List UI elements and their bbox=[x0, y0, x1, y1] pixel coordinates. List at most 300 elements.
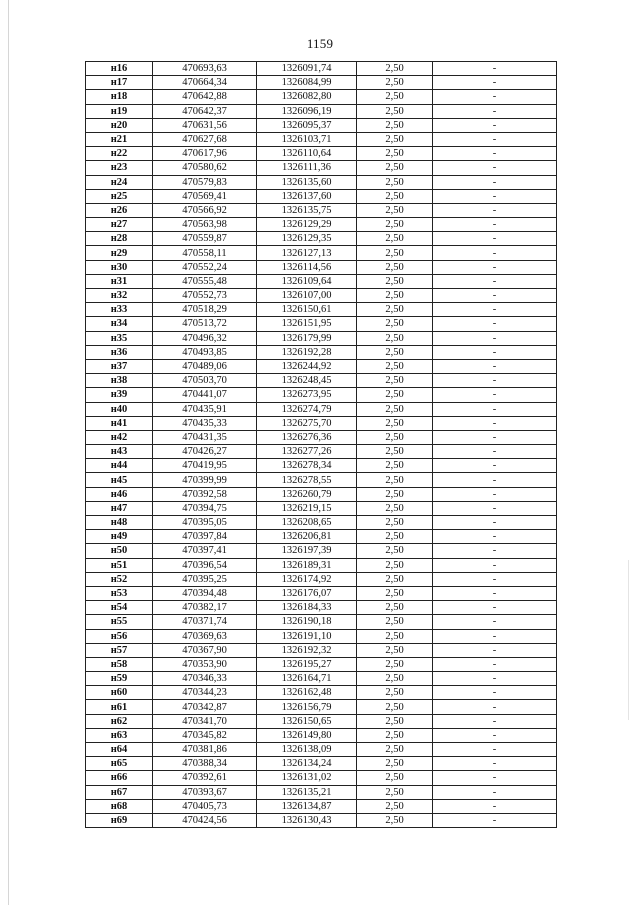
point-id-cell: н54 bbox=[86, 601, 153, 615]
x-coordinate-cell: 470631,56 bbox=[153, 118, 257, 132]
x-coordinate-cell: 470435,91 bbox=[153, 402, 257, 416]
point-id-cell: н47 bbox=[86, 501, 153, 515]
error-value-cell: 2,50 bbox=[357, 62, 433, 76]
error-value-cell: 2,50 bbox=[357, 359, 433, 373]
table-row bbox=[86, 118, 557, 132]
description-cell: - bbox=[433, 260, 557, 274]
description-cell: - bbox=[433, 657, 557, 671]
error-value-cell: 2,50 bbox=[357, 90, 433, 104]
x-coordinate-cell: 470382,17 bbox=[153, 601, 257, 615]
table-row bbox=[86, 402, 557, 416]
point-id-cell: н50 bbox=[86, 544, 153, 558]
y-coordinate-cell: 1326184,33 bbox=[257, 601, 357, 615]
y-coordinate-cell: 1326189,31 bbox=[257, 558, 357, 572]
x-coordinate-cell: 470394,48 bbox=[153, 586, 257, 600]
y-coordinate-cell: 1326137,60 bbox=[257, 189, 357, 203]
y-coordinate-cell: 1326091,74 bbox=[257, 62, 357, 76]
table-row bbox=[86, 317, 557, 331]
error-value-cell: 2,50 bbox=[357, 218, 433, 232]
x-coordinate-cell: 470397,84 bbox=[153, 530, 257, 544]
error-value-cell: 2,50 bbox=[357, 132, 433, 146]
table-row bbox=[86, 629, 557, 643]
table-row bbox=[86, 203, 557, 217]
table-row bbox=[86, 771, 557, 785]
table-row bbox=[86, 374, 557, 388]
x-coordinate-cell: 470346,33 bbox=[153, 672, 257, 686]
y-coordinate-cell: 1326248,45 bbox=[257, 374, 357, 388]
error-value-cell: 2,50 bbox=[357, 76, 433, 90]
x-coordinate-cell: 470396,54 bbox=[153, 558, 257, 572]
x-coordinate-cell: 470664,34 bbox=[153, 76, 257, 90]
point-id-cell: н40 bbox=[86, 402, 153, 416]
point-id-cell: н37 bbox=[86, 359, 153, 373]
x-coordinate-cell: 470579,83 bbox=[153, 175, 257, 189]
x-coordinate-cell: 470344,23 bbox=[153, 686, 257, 700]
x-coordinate-cell: 470431,35 bbox=[153, 430, 257, 444]
point-id-cell: н45 bbox=[86, 473, 153, 487]
table-row bbox=[86, 615, 557, 629]
y-coordinate-cell: 1326103,71 bbox=[257, 132, 357, 146]
table-row bbox=[86, 274, 557, 288]
y-coordinate-cell: 1326082,80 bbox=[257, 90, 357, 104]
description-cell: - bbox=[433, 303, 557, 317]
point-id-cell: н24 bbox=[86, 175, 153, 189]
y-coordinate-cell: 1326164,71 bbox=[257, 672, 357, 686]
description-cell: - bbox=[433, 388, 557, 402]
x-coordinate-cell: 470518,29 bbox=[153, 303, 257, 317]
y-coordinate-cell: 1326107,00 bbox=[257, 289, 357, 303]
table-row bbox=[86, 487, 557, 501]
description-cell: - bbox=[433, 147, 557, 161]
y-coordinate-cell: 1326129,35 bbox=[257, 232, 357, 246]
error-value-cell: 2,50 bbox=[357, 743, 433, 757]
x-coordinate-cell: 470395,05 bbox=[153, 516, 257, 530]
error-value-cell: 2,50 bbox=[357, 601, 433, 615]
x-coordinate-cell: 470367,90 bbox=[153, 643, 257, 657]
y-coordinate-cell: 1326176,07 bbox=[257, 586, 357, 600]
table-row bbox=[86, 572, 557, 586]
y-coordinate-cell: 1326195,27 bbox=[257, 657, 357, 671]
y-coordinate-cell: 1326114,56 bbox=[257, 260, 357, 274]
error-value-cell: 2,50 bbox=[357, 232, 433, 246]
table-row bbox=[86, 289, 557, 303]
point-id-cell: н33 bbox=[86, 303, 153, 317]
coordinates-table bbox=[85, 61, 557, 828]
point-id-cell: н55 bbox=[86, 615, 153, 629]
table-row bbox=[86, 757, 557, 771]
description-cell: - bbox=[433, 757, 557, 771]
x-coordinate-cell: 470493,85 bbox=[153, 345, 257, 359]
description-cell: - bbox=[433, 246, 557, 260]
table-row bbox=[86, 785, 557, 799]
table-row bbox=[86, 416, 557, 430]
table-row bbox=[86, 76, 557, 90]
description-cell: - bbox=[433, 416, 557, 430]
table-row bbox=[86, 161, 557, 175]
error-value-cell: 2,50 bbox=[357, 813, 433, 827]
point-id-cell: н69 bbox=[86, 813, 153, 827]
y-coordinate-cell: 1326179,99 bbox=[257, 331, 357, 345]
x-coordinate-cell: 470617,96 bbox=[153, 147, 257, 161]
point-id-cell: н31 bbox=[86, 274, 153, 288]
error-value-cell: 2,50 bbox=[357, 374, 433, 388]
description-cell: - bbox=[433, 615, 557, 629]
error-value-cell: 2,50 bbox=[357, 189, 433, 203]
error-value-cell: 2,50 bbox=[357, 728, 433, 742]
table-row bbox=[86, 799, 557, 813]
x-coordinate-cell: 470563,98 bbox=[153, 218, 257, 232]
table-row bbox=[86, 303, 557, 317]
y-coordinate-cell: 1326134,24 bbox=[257, 757, 357, 771]
error-value-cell: 2,50 bbox=[357, 303, 433, 317]
description-cell: - bbox=[433, 132, 557, 146]
point-id-cell: н23 bbox=[86, 161, 153, 175]
table-row bbox=[86, 728, 557, 742]
description-cell: - bbox=[433, 501, 557, 515]
description-cell: - bbox=[433, 359, 557, 373]
point-id-cell: н42 bbox=[86, 430, 153, 444]
point-id-cell: н58 bbox=[86, 657, 153, 671]
error-value-cell: 2,50 bbox=[357, 672, 433, 686]
error-value-cell: 2,50 bbox=[357, 161, 433, 175]
y-coordinate-cell: 1326127,13 bbox=[257, 246, 357, 260]
point-id-cell: н34 bbox=[86, 317, 153, 331]
x-coordinate-cell: 470393,67 bbox=[153, 785, 257, 799]
error-value-cell: 2,50 bbox=[357, 544, 433, 558]
y-coordinate-cell: 1326129,29 bbox=[257, 218, 357, 232]
x-coordinate-cell: 470627,68 bbox=[153, 132, 257, 146]
y-coordinate-cell: 1326174,92 bbox=[257, 572, 357, 586]
description-cell: - bbox=[433, 516, 557, 530]
error-value-cell: 2,50 bbox=[357, 416, 433, 430]
y-coordinate-cell: 1326208,65 bbox=[257, 516, 357, 530]
description-cell: - bbox=[433, 601, 557, 615]
description-cell: - bbox=[433, 459, 557, 473]
x-coordinate-cell: 470558,11 bbox=[153, 246, 257, 260]
y-coordinate-cell: 1326206,81 bbox=[257, 530, 357, 544]
x-coordinate-cell: 470371,74 bbox=[153, 615, 257, 629]
x-coordinate-cell: 470388,34 bbox=[153, 757, 257, 771]
point-id-cell: н59 bbox=[86, 672, 153, 686]
y-coordinate-cell: 1326278,34 bbox=[257, 459, 357, 473]
y-coordinate-cell: 1326278,55 bbox=[257, 473, 357, 487]
description-cell: - bbox=[433, 374, 557, 388]
error-value-cell: 2,50 bbox=[357, 757, 433, 771]
description-cell: - bbox=[433, 714, 557, 728]
y-coordinate-cell: 1326110,64 bbox=[257, 147, 357, 161]
error-value-cell: 2,50 bbox=[357, 345, 433, 359]
table-row bbox=[86, 714, 557, 728]
y-coordinate-cell: 1326131,02 bbox=[257, 771, 357, 785]
error-value-cell: 2,50 bbox=[357, 487, 433, 501]
table-row bbox=[86, 331, 557, 345]
point-id-cell: н41 bbox=[86, 416, 153, 430]
error-value-cell: 2,50 bbox=[357, 260, 433, 274]
point-id-cell: н28 bbox=[86, 232, 153, 246]
description-cell: - bbox=[433, 331, 557, 345]
table-row bbox=[86, 246, 557, 260]
x-coordinate-cell: 470424,56 bbox=[153, 813, 257, 827]
table-row bbox=[86, 743, 557, 757]
point-id-cell: н30 bbox=[86, 260, 153, 274]
description-cell: - bbox=[433, 345, 557, 359]
y-coordinate-cell: 1326244,92 bbox=[257, 359, 357, 373]
description-cell: - bbox=[433, 558, 557, 572]
error-value-cell: 2,50 bbox=[357, 700, 433, 714]
description-cell: - bbox=[433, 771, 557, 785]
point-id-cell: н25 bbox=[86, 189, 153, 203]
y-coordinate-cell: 1326150,61 bbox=[257, 303, 357, 317]
y-coordinate-cell: 1326150,65 bbox=[257, 714, 357, 728]
x-coordinate-cell: 470441,07 bbox=[153, 388, 257, 402]
table-row bbox=[86, 359, 557, 373]
description-cell: - bbox=[433, 317, 557, 331]
x-coordinate-cell: 470496,32 bbox=[153, 331, 257, 345]
point-id-cell: н61 bbox=[86, 700, 153, 714]
table-row bbox=[86, 813, 557, 827]
error-value-cell: 2,50 bbox=[357, 388, 433, 402]
x-coordinate-cell: 470555,48 bbox=[153, 274, 257, 288]
error-value-cell: 2,50 bbox=[357, 629, 433, 643]
description-cell: - bbox=[433, 672, 557, 686]
point-id-cell: н27 bbox=[86, 218, 153, 232]
x-coordinate-cell: 470642,37 bbox=[153, 104, 257, 118]
description-cell: - bbox=[433, 90, 557, 104]
point-id-cell: н63 bbox=[86, 728, 153, 742]
y-coordinate-cell: 1326191,10 bbox=[257, 629, 357, 643]
description-cell: - bbox=[433, 203, 557, 217]
x-coordinate-cell: 470552,24 bbox=[153, 260, 257, 274]
point-id-cell: н65 bbox=[86, 757, 153, 771]
description-cell: - bbox=[433, 686, 557, 700]
error-value-cell: 2,50 bbox=[357, 785, 433, 799]
description-cell: - bbox=[433, 799, 557, 813]
x-coordinate-cell: 470693,63 bbox=[153, 62, 257, 76]
error-value-cell: 2,50 bbox=[357, 175, 433, 189]
page-edge-line bbox=[8, 0, 9, 905]
point-id-cell: н66 bbox=[86, 771, 153, 785]
table-row bbox=[86, 388, 557, 402]
y-coordinate-cell: 1326219,15 bbox=[257, 501, 357, 515]
table-row bbox=[86, 218, 557, 232]
description-cell: - bbox=[433, 402, 557, 416]
point-id-cell: н56 bbox=[86, 629, 153, 643]
y-coordinate-cell: 1326149,80 bbox=[257, 728, 357, 742]
x-coordinate-cell: 470559,87 bbox=[153, 232, 257, 246]
error-value-cell: 2,50 bbox=[357, 331, 433, 345]
y-coordinate-cell: 1326274,79 bbox=[257, 402, 357, 416]
error-value-cell: 2,50 bbox=[357, 615, 433, 629]
point-id-cell: н67 bbox=[86, 785, 153, 799]
point-id-cell: н20 bbox=[86, 118, 153, 132]
y-coordinate-cell: 1326109,64 bbox=[257, 274, 357, 288]
table-row bbox=[86, 147, 557, 161]
y-coordinate-cell: 1326151,95 bbox=[257, 317, 357, 331]
x-coordinate-cell: 470394,75 bbox=[153, 501, 257, 515]
error-value-cell: 2,50 bbox=[357, 686, 433, 700]
x-coordinate-cell: 470341,70 bbox=[153, 714, 257, 728]
description-cell: - bbox=[433, 544, 557, 558]
error-value-cell: 2,50 bbox=[357, 317, 433, 331]
description-cell: - bbox=[433, 700, 557, 714]
table-row bbox=[86, 430, 557, 444]
error-value-cell: 2,50 bbox=[357, 402, 433, 416]
point-id-cell: н49 bbox=[86, 530, 153, 544]
description-cell: - bbox=[433, 530, 557, 544]
point-id-cell: н35 bbox=[86, 331, 153, 345]
x-coordinate-cell: 470489,06 bbox=[153, 359, 257, 373]
x-coordinate-cell: 470397,41 bbox=[153, 544, 257, 558]
y-coordinate-cell: 1326275,70 bbox=[257, 416, 357, 430]
point-id-cell: н44 bbox=[86, 459, 153, 473]
error-value-cell: 2,50 bbox=[357, 274, 433, 288]
point-id-cell: н32 bbox=[86, 289, 153, 303]
y-coordinate-cell: 1326138,09 bbox=[257, 743, 357, 757]
point-id-cell: н18 bbox=[86, 90, 153, 104]
table-row bbox=[86, 445, 557, 459]
description-cell: - bbox=[433, 175, 557, 189]
point-id-cell: н53 bbox=[86, 586, 153, 600]
y-coordinate-cell: 1326135,75 bbox=[257, 203, 357, 217]
point-id-cell: н51 bbox=[86, 558, 153, 572]
y-coordinate-cell: 1326135,60 bbox=[257, 175, 357, 189]
table-row bbox=[86, 601, 557, 615]
error-value-cell: 2,50 bbox=[357, 104, 433, 118]
y-coordinate-cell: 1326192,32 bbox=[257, 643, 357, 657]
description-cell: - bbox=[433, 218, 557, 232]
error-value-cell: 2,50 bbox=[357, 246, 433, 260]
y-coordinate-cell: 1326197,39 bbox=[257, 544, 357, 558]
y-coordinate-cell: 1326162,48 bbox=[257, 686, 357, 700]
description-cell: - bbox=[433, 629, 557, 643]
y-coordinate-cell: 1326192,28 bbox=[257, 345, 357, 359]
error-value-cell: 2,50 bbox=[357, 430, 433, 444]
x-coordinate-cell: 470395,25 bbox=[153, 572, 257, 586]
y-coordinate-cell: 1326130,43 bbox=[257, 813, 357, 827]
table-row bbox=[86, 672, 557, 686]
description-cell: - bbox=[433, 62, 557, 76]
error-value-cell: 2,50 bbox=[357, 714, 433, 728]
description-cell: - bbox=[433, 813, 557, 827]
point-id-cell: н26 bbox=[86, 203, 153, 217]
point-id-cell: н62 bbox=[86, 714, 153, 728]
y-coordinate-cell: 1326135,21 bbox=[257, 785, 357, 799]
description-cell: - bbox=[433, 643, 557, 657]
error-value-cell: 2,50 bbox=[357, 118, 433, 132]
point-id-cell: н68 bbox=[86, 799, 153, 813]
description-cell: - bbox=[433, 274, 557, 288]
description-cell: - bbox=[433, 189, 557, 203]
error-value-cell: 2,50 bbox=[357, 771, 433, 785]
point-id-cell: н21 bbox=[86, 132, 153, 146]
point-id-cell: н36 bbox=[86, 345, 153, 359]
table-row bbox=[86, 104, 557, 118]
table-row bbox=[86, 544, 557, 558]
x-coordinate-cell: 470419,95 bbox=[153, 459, 257, 473]
description-cell: - bbox=[433, 487, 557, 501]
y-coordinate-cell: 1326190,18 bbox=[257, 615, 357, 629]
x-coordinate-cell: 470513,72 bbox=[153, 317, 257, 331]
x-coordinate-cell: 470353,90 bbox=[153, 657, 257, 671]
point-id-cell: н57 bbox=[86, 643, 153, 657]
x-coordinate-cell: 470405,73 bbox=[153, 799, 257, 813]
coordinates-table-body bbox=[86, 62, 557, 828]
table-row bbox=[86, 345, 557, 359]
error-value-cell: 2,50 bbox=[357, 473, 433, 487]
table-row bbox=[86, 586, 557, 600]
description-cell: - bbox=[433, 586, 557, 600]
y-coordinate-cell: 1326084,99 bbox=[257, 76, 357, 90]
error-value-cell: 2,50 bbox=[357, 203, 433, 217]
table-row bbox=[86, 175, 557, 189]
description-cell: - bbox=[433, 76, 557, 90]
error-value-cell: 2,50 bbox=[357, 445, 433, 459]
error-value-cell: 2,50 bbox=[357, 289, 433, 303]
y-coordinate-cell: 1326260,79 bbox=[257, 487, 357, 501]
point-id-cell: н43 bbox=[86, 445, 153, 459]
description-cell: - bbox=[433, 232, 557, 246]
table-row bbox=[86, 686, 557, 700]
y-coordinate-cell: 1326111,36 bbox=[257, 161, 357, 175]
description-cell: - bbox=[433, 161, 557, 175]
x-coordinate-cell: 470392,61 bbox=[153, 771, 257, 785]
scan-artifact-line bbox=[628, 560, 629, 720]
table-row bbox=[86, 516, 557, 530]
description-cell: - bbox=[433, 743, 557, 757]
table-row bbox=[86, 260, 557, 274]
x-coordinate-cell: 470342,87 bbox=[153, 700, 257, 714]
y-coordinate-cell: 1326277,26 bbox=[257, 445, 357, 459]
x-coordinate-cell: 470399,99 bbox=[153, 473, 257, 487]
error-value-cell: 2,50 bbox=[357, 657, 433, 671]
x-coordinate-cell: 470503,70 bbox=[153, 374, 257, 388]
point-id-cell: н48 bbox=[86, 516, 153, 530]
point-id-cell: н19 bbox=[86, 104, 153, 118]
table-row bbox=[86, 643, 557, 657]
table-row bbox=[86, 473, 557, 487]
x-coordinate-cell: 470642,88 bbox=[153, 90, 257, 104]
table-row bbox=[86, 530, 557, 544]
point-id-cell: н39 bbox=[86, 388, 153, 402]
error-value-cell: 2,50 bbox=[357, 459, 433, 473]
description-cell: - bbox=[433, 445, 557, 459]
x-coordinate-cell: 470426,27 bbox=[153, 445, 257, 459]
error-value-cell: 2,50 bbox=[357, 799, 433, 813]
description-cell: - bbox=[433, 473, 557, 487]
table-row bbox=[86, 459, 557, 473]
point-id-cell: н60 bbox=[86, 686, 153, 700]
description-cell: - bbox=[433, 430, 557, 444]
table-row bbox=[86, 657, 557, 671]
error-value-cell: 2,50 bbox=[357, 558, 433, 572]
error-value-cell: 2,50 bbox=[357, 147, 433, 161]
y-coordinate-cell: 1326095,37 bbox=[257, 118, 357, 132]
x-coordinate-cell: 470580,62 bbox=[153, 161, 257, 175]
x-coordinate-cell: 470552,73 bbox=[153, 289, 257, 303]
table-row bbox=[86, 501, 557, 515]
table-row bbox=[86, 232, 557, 246]
y-coordinate-cell: 1326276,36 bbox=[257, 430, 357, 444]
x-coordinate-cell: 470392,58 bbox=[153, 487, 257, 501]
point-id-cell: н29 bbox=[86, 246, 153, 260]
point-id-cell: н38 bbox=[86, 374, 153, 388]
y-coordinate-cell: 1326096,19 bbox=[257, 104, 357, 118]
point-id-cell: н22 bbox=[86, 147, 153, 161]
error-value-cell: 2,50 bbox=[357, 586, 433, 600]
x-coordinate-cell: 470566,92 bbox=[153, 203, 257, 217]
error-value-cell: 2,50 bbox=[357, 501, 433, 515]
x-coordinate-cell: 470381,86 bbox=[153, 743, 257, 757]
